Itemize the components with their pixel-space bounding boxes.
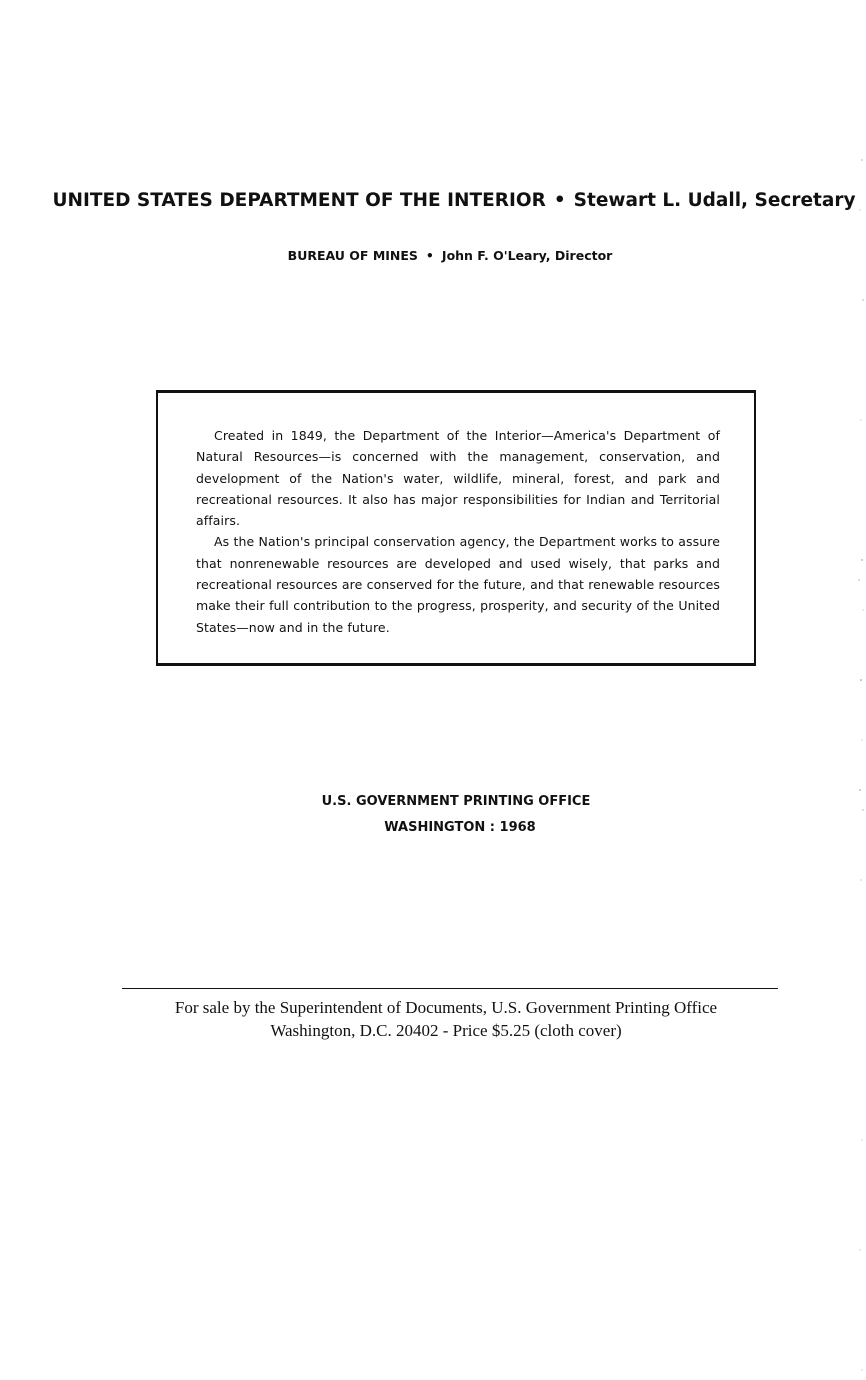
department-heading — [0, 190, 866, 211]
sale-notice-line-1: For sale by the Superintendent of Documents, U.S. Government Printing Office — [174, 998, 718, 1017]
scan-edge-specks — [856, 0, 866, 1380]
bullet-separator: • — [553, 190, 566, 211]
mission-paragraph-1: Created in 1849, the Department of the Interior—America's Department of Natural Resources—is concerned with the management, conservation, and development of the Nation's water, wildlife, mineral, forest, and park and recreational resources. It also has major responsibilities for Indian and Territorial affairs. — [196, 428, 720, 529]
director-name: John F. O'Leary, Director — [441, 248, 613, 263]
printing-office: U.S. GOVERNMENT PRINTING OFFICE — [321, 794, 591, 809]
department-name: UNITED STATES DEPARTMENT OF THE INTERIOR — [52, 190, 546, 211]
bullet-separator: • — [425, 248, 434, 263]
mission-statement-box — [156, 390, 756, 666]
printing-location-date: WASHINGTON : 1968 — [384, 820, 536, 835]
sale-notice-line-2: Washington, D.C. 20402 - Price $5.25 (cloth cover) — [270, 1021, 622, 1040]
bureau-name: BUREAU OF MINES — [287, 248, 418, 263]
secretary-name: Stewart L. Udall, Secretary — [573, 190, 856, 211]
horizontal-rule — [122, 988, 778, 989]
mission-statement-text — [196, 425, 720, 638]
sale-notice — [0, 996, 866, 1042]
mission-paragraph-2: As the Nation's principal conservation agency, the Department works to assure that nonrenewable resources are developed and used wisely, that parks and recreational resources are conserved for the future, and that renewable resources make their full contribution to the progress, prosperity, and security of the United States—now and in the future. — [196, 534, 720, 635]
bureau-heading — [0, 248, 866, 263]
